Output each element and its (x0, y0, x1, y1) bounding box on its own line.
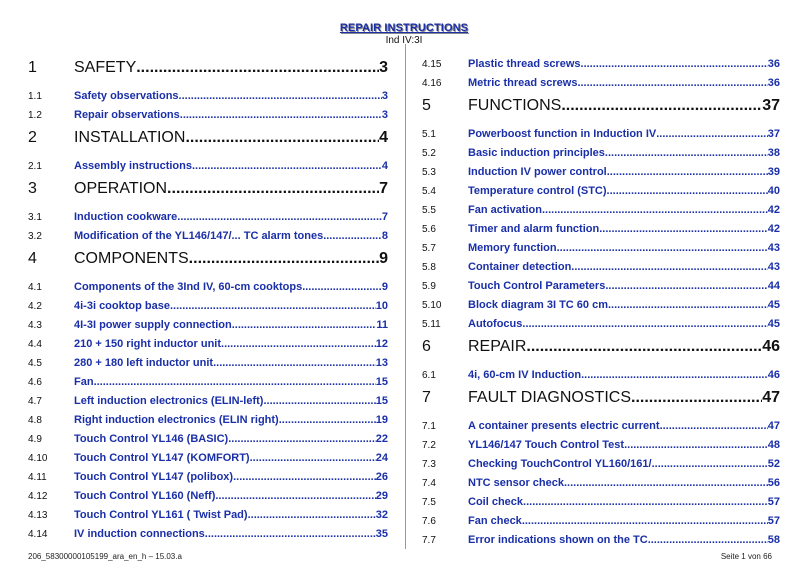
toc-entry-title: Touch Control YL161 ( Twist Pad) (74, 509, 248, 521)
toc-entry-title: Checking TouchControl YL160/161/ (468, 458, 652, 470)
toc-entry-number: 4.10 (28, 453, 48, 464)
toc-entry-title: Error indications shown on the TC (468, 534, 648, 546)
toc-dot-leader (577, 74, 767, 93)
toc-entry-link[interactable] (74, 180, 388, 198)
toc-entry-title: 4i-3i cooktop base (74, 300, 170, 312)
toc-entry-page: 32 (375, 509, 388, 521)
toc-dot-leader (557, 239, 768, 258)
toc-entry-number: 2.1 (28, 161, 42, 172)
toc-section-entry[interactable] (422, 436, 780, 455)
toc-entry-number: 5.1 (422, 129, 436, 140)
toc-entry-page: 42 (767, 204, 780, 216)
toc-entry-number: 5.3 (422, 167, 436, 178)
toc-entry-number: 7 (422, 389, 431, 406)
toc-dot-leader (523, 493, 768, 512)
toc-entry-title: Repair observations (74, 109, 180, 121)
toc-entry-link[interactable] (468, 163, 780, 182)
toc-entry-link[interactable] (74, 157, 388, 176)
toc-section-entry[interactable] (422, 74, 780, 93)
toc-entry-link[interactable] (74, 392, 388, 411)
toc-entry-number: 4.12 (28, 491, 48, 502)
toc-entry-page: 57 (767, 496, 780, 508)
toc-entry-link[interactable] (468, 493, 780, 512)
toc-entry-title: Touch Control YL147 (polibox) (74, 471, 234, 483)
toc-entry-page: 3 (379, 59, 388, 76)
toc-entry-link[interactable] (468, 182, 780, 201)
toc-entry-number: 7.3 (422, 459, 436, 470)
toc-entry-number: 5.5 (422, 205, 436, 216)
toc-entry-number: 5.10 (422, 300, 442, 311)
toc-entry-title: INSTALLATION (74, 129, 186, 146)
toc-entry-title: FAULT DIAGNOSTICS (468, 389, 631, 406)
toc-dot-leader (522, 512, 768, 531)
toc-entry-link[interactable] (468, 296, 780, 315)
toc-entry-page: 4 (381, 160, 388, 172)
toc-section-entry[interactable] (422, 474, 780, 493)
toc-dot-leader (607, 182, 768, 201)
toc-entry-number: 4.13 (28, 510, 48, 521)
document-title: REPAIR INSTRUCTIONS (339, 22, 469, 34)
toc-entry-title: 210 + 150 right inductor unit (74, 338, 222, 350)
toc-entry-number: 7.1 (422, 421, 436, 432)
toc-dot-leader (581, 55, 768, 74)
toc-entry-link[interactable] (74, 335, 388, 354)
toc-entry-number: 5.6 (422, 224, 436, 235)
toc-dot-leader (608, 296, 768, 315)
toc-entry-page: 12 (375, 338, 388, 350)
toc-section-entry[interactable] (28, 392, 388, 411)
toc-entry-title: Fan (74, 376, 94, 388)
toc-entry-number: 2 (28, 129, 37, 146)
toc-dot-leader (631, 389, 762, 407)
toc-entry-page: 9 (381, 281, 388, 293)
toc-dot-leader (279, 411, 376, 430)
toc-section-entry[interactable] (28, 506, 388, 525)
toc-entry-page: 57 (767, 515, 780, 527)
toc-entry-title: 4I-3I power supply connection (74, 319, 232, 331)
toc-section-entry[interactable] (422, 277, 780, 296)
toc-entry-number: 4.3 (28, 320, 42, 331)
toc-entry-number: 4 (28, 250, 37, 267)
toc-entry-page: 35 (375, 528, 388, 540)
toc-dot-leader (561, 97, 762, 115)
toc-entry-link[interactable] (74, 59, 388, 77)
toc-entry-title: FUNCTIONS (468, 97, 562, 114)
toc-entry-link[interactable] (74, 278, 388, 297)
toc-section-entry[interactable] (28, 373, 388, 392)
toc-entry-link[interactable] (74, 354, 388, 373)
toc-entry-title: Fan check (468, 515, 522, 527)
toc-entry-title: IV induction connections (74, 528, 205, 540)
toc-entry-number: 4.16 (422, 78, 442, 89)
toc-section-entry[interactable] (422, 239, 780, 258)
toc-entry-page: 24 (375, 452, 388, 464)
toc-entry-page: 48 (767, 439, 780, 451)
toc-dot-leader (542, 201, 768, 220)
toc-entry-number: 5.7 (422, 243, 436, 254)
toc-entry-link[interactable] (468, 239, 780, 258)
toc-entry-title: Induction cookware (74, 211, 178, 223)
toc-dot-leader (522, 315, 767, 334)
toc-entry-page: 56 (767, 477, 780, 489)
toc-entry-link[interactable] (74, 297, 388, 316)
toc-entry-title: A container presents electric current (468, 420, 660, 432)
toc-entry-link[interactable] (468, 455, 780, 474)
toc-right-column (422, 55, 780, 550)
toc-entry-link[interactable] (74, 208, 388, 227)
toc-entry-link[interactable] (74, 106, 388, 125)
toc-entry-title: Touch Control YL160 (Neff) (74, 490, 216, 502)
toc-dot-leader (177, 208, 382, 227)
toc-entry-page: 36 (767, 58, 780, 70)
toc-entry-link[interactable] (468, 220, 780, 239)
toc-entry-link[interactable] (74, 468, 388, 487)
toc-dot-leader (652, 455, 768, 474)
toc-entry-number: 5.11 (422, 319, 441, 330)
toc-entry-page: 45 (767, 318, 780, 330)
toc-entry-number: 7.5 (422, 497, 436, 508)
toc-dot-leader (250, 449, 376, 468)
toc-section-entry[interactable] (422, 182, 780, 201)
toc-entry-number: 5.8 (422, 262, 436, 273)
toc-entry-number: 4.1 (28, 282, 42, 293)
toc-dot-leader (136, 59, 379, 77)
toc-section-entry[interactable] (28, 430, 388, 449)
toc-entry-page: 43 (767, 242, 780, 254)
toc-entry-number: 7.4 (422, 478, 436, 489)
toc-dot-leader (189, 250, 379, 268)
document-subtitle: Ind IV:3I (385, 35, 423, 46)
toc-entry-page: 7 (381, 211, 388, 223)
toc-entry-number: 6.1 (422, 370, 436, 381)
toc-entry-page: 39 (767, 166, 780, 178)
toc-section-entry[interactable] (422, 220, 780, 239)
toc-section-entry[interactable] (28, 449, 388, 468)
toc-entry-page: 15 (375, 376, 388, 388)
toc-entry-page: 40 (767, 185, 780, 197)
toc-entry-link[interactable] (468, 474, 780, 493)
toc-section-entry[interactable] (28, 208, 388, 227)
toc-chapter-entry[interactable] (422, 389, 780, 413)
toc-entry-link[interactable] (74, 227, 388, 246)
toc-entry-link[interactable] (74, 411, 388, 430)
toc-section-entry[interactable] (422, 201, 780, 220)
toc-entry-link[interactable] (468, 417, 780, 436)
toc-entry-page: 29 (375, 490, 388, 502)
toc-entry-number: 4.14 (28, 529, 48, 540)
footer-page-number: Seite 1 von 66 (720, 552, 772, 561)
toc-chapter-entry[interactable] (28, 180, 388, 204)
toc-section-entry[interactable] (422, 455, 780, 474)
toc-entry-page: 9 (379, 250, 388, 267)
toc-dot-leader (179, 87, 382, 106)
toc-entry-link[interactable] (468, 366, 780, 385)
toc-entry-page: 15 (375, 395, 388, 407)
toc-dot-leader (232, 316, 377, 335)
toc-dot-leader (228, 430, 376, 449)
toc-entry-number: 5 (422, 97, 431, 114)
toc-entry-title: Temperature control (STC) (468, 185, 607, 197)
toc-entry-title: COMPONENTS (74, 250, 189, 267)
toc-dot-leader (624, 436, 768, 455)
toc-entry-link[interactable] (74, 87, 388, 106)
toc-entry-title: Coil check (468, 496, 524, 508)
toc-dot-leader (180, 106, 382, 125)
toc-entry-link[interactable] (468, 277, 780, 296)
toc-section-entry[interactable] (422, 125, 780, 144)
toc-entry-page: 19 (375, 414, 388, 426)
toc-entry-page: 8 (381, 230, 388, 242)
toc-entry-link[interactable] (468, 436, 780, 455)
toc-entry-number: 4.2 (28, 301, 42, 312)
toc-entry-page: 11 (376, 319, 388, 331)
toc-dot-leader (526, 338, 762, 356)
toc-entry-title: 4i, 60-cm IV Induction (468, 369, 582, 381)
toc-entry-link[interactable] (468, 144, 780, 163)
toc-entry-title: Basic induction principles (468, 147, 605, 159)
toc-entry-link[interactable] (468, 125, 780, 144)
toc-dot-leader (607, 163, 768, 182)
toc-dot-leader (185, 129, 379, 147)
toc-left-column (28, 55, 388, 544)
toc-entry-number: 1.2 (28, 110, 42, 121)
toc-entry-page: 52 (767, 458, 780, 470)
toc-section-entry[interactable] (422, 296, 780, 315)
toc-entry-title: Components of the 3Ind IV, 60-cm cooktops (74, 281, 303, 293)
toc-entry-page: 37 (767, 128, 780, 140)
toc-chapter-entry[interactable] (28, 129, 388, 153)
toc-entry-number: 3.1 (28, 212, 42, 223)
toc-entry-page: 58 (767, 534, 780, 546)
toc-section-entry[interactable] (422, 493, 780, 512)
toc-entry-page: 3 (381, 90, 388, 102)
toc-section-entry[interactable] (28, 411, 388, 430)
toc-entry-link[interactable] (74, 373, 388, 392)
toc-dot-leader (656, 125, 768, 144)
toc-section-entry[interactable] (422, 366, 780, 385)
toc-chapter-entry[interactable] (28, 59, 388, 83)
toc-entry-page: 38 (767, 147, 780, 159)
toc-entry-title: SAFETY (74, 59, 137, 76)
toc-entry-link[interactable] (468, 338, 780, 356)
toc-entry-number: 1 (28, 59, 37, 76)
toc-entry-number: 7.2 (422, 440, 436, 451)
toc-dot-leader (648, 531, 768, 550)
toc-entry-link[interactable] (468, 97, 780, 115)
toc-entry-number: 3.2 (28, 231, 42, 242)
toc-entry-page: 10 (375, 300, 388, 312)
toc-section-entry[interactable] (28, 468, 388, 487)
toc-section-entry[interactable] (422, 55, 780, 74)
toc-entry-title: Autofocus (468, 318, 523, 330)
toc-section-entry[interactable] (422, 512, 780, 531)
toc-entry-title: Touch Control YL146 (BASIC) (74, 433, 229, 445)
toc-entry-title: NTC sensor check (468, 477, 564, 489)
toc-dot-leader (599, 220, 768, 239)
toc-entry-title: Safety observations (74, 90, 179, 102)
toc-entry-page: 22 (375, 433, 388, 445)
toc-entry-link[interactable] (74, 430, 388, 449)
toc-entry-page: 13 (375, 357, 388, 369)
toc-entry-page: 42 (767, 223, 780, 235)
toc-entry-page: 47 (767, 420, 780, 432)
toc-dot-leader (571, 258, 767, 277)
toc-entry-title: 280 + 180 left inductor unit (74, 357, 214, 369)
toc-entry-title: Touch Control YL147 (KOMFORT) (74, 452, 250, 464)
toc-dot-leader (581, 366, 768, 385)
toc-dot-leader (302, 278, 382, 297)
toc-section-entry[interactable] (422, 144, 780, 163)
toc-chapter-entry[interactable] (28, 250, 388, 274)
toc-entry-title: Plastic thread screws (468, 58, 581, 70)
toc-entry-page: 43 (767, 261, 780, 273)
toc-dot-leader (205, 525, 376, 544)
toc-entry-page: 7 (379, 180, 388, 197)
toc-entry-title: Fan activation (468, 204, 542, 216)
toc-section-entry[interactable] (28, 227, 388, 246)
toc-entry-number: 4.4 (28, 339, 42, 350)
toc-entry-title: Metric thread screws (468, 77, 578, 89)
toc-entry-title: Container detection (468, 261, 572, 273)
toc-entry-link[interactable] (74, 316, 388, 335)
toc-entry-number: 4.11 (28, 472, 47, 483)
toc-dot-leader (192, 157, 382, 176)
toc-section-entry[interactable] (28, 487, 388, 506)
toc-entry-page: 45 (767, 299, 780, 311)
toc-section-entry[interactable] (28, 335, 388, 354)
toc-dot-leader (221, 335, 376, 354)
toc-entry-title: Modification of the YL146/147/... TC alarm tones (74, 230, 324, 242)
toc-entry-link[interactable] (468, 389, 780, 407)
toc-entry-page: 3 (381, 109, 388, 121)
toc-entry-number: 4.5 (28, 358, 42, 369)
toc-entry-title: Induction IV power control (468, 166, 607, 178)
toc-entry-title: Timer and alarm function (468, 223, 600, 235)
toc-section-entry[interactable] (28, 354, 388, 373)
toc-entry-page: 46 (767, 369, 780, 381)
toc-entry-number: 7.6 (422, 516, 436, 527)
toc-entry-number: 3 (28, 180, 37, 197)
toc-dot-leader (605, 277, 767, 296)
toc-section-entry[interactable] (28, 525, 388, 544)
toc-entry-number: 4.15 (422, 59, 442, 70)
toc-entry-title: REPAIR (468, 338, 527, 355)
toc-entry-page: 47 (762, 389, 780, 406)
toc-entry-link[interactable] (74, 449, 388, 468)
toc-section-entry[interactable] (422, 531, 780, 550)
toc-entry-title: Left induction electronics (ELIN-left) (74, 395, 264, 407)
toc-dot-leader (170, 297, 376, 316)
document-header (0, 22, 808, 46)
toc-entry-number: 5.9 (422, 281, 436, 292)
toc-entry-title: Touch Control Parameters (468, 280, 606, 292)
toc-entry-title: Powerboost function in Induction IV (468, 128, 657, 140)
toc-entry-title: OPERATION (74, 180, 168, 197)
toc-entry-title: Right induction electronics (ELIN right) (74, 414, 279, 426)
toc-entry-link[interactable] (74, 525, 388, 544)
toc-entry-title: Assembly instructions (74, 160, 192, 172)
toc-entry-number: 4.6 (28, 377, 42, 388)
toc-dot-leader (94, 373, 376, 392)
toc-entry-number: 6 (422, 338, 431, 355)
toc-entry-number: 1.1 (28, 91, 42, 102)
toc-section-entry[interactable] (422, 417, 780, 436)
toc-entry-page: 26 (375, 471, 388, 483)
toc-entry-number: 4.8 (28, 415, 42, 426)
toc-entry-number: 7.7 (422, 535, 436, 546)
toc-dot-leader (215, 487, 375, 506)
toc-entry-page: 37 (762, 97, 780, 114)
toc-entry-title: Block diagram 3I TC 60 cm (468, 299, 608, 311)
toc-entry-page: 44 (767, 280, 780, 292)
toc-section-entry[interactable] (422, 258, 780, 277)
toc-section-entry[interactable] (28, 316, 388, 335)
toc-entry-title: YL146/147 Touch Control Test (468, 439, 625, 451)
toc-dot-leader (564, 474, 768, 493)
toc-entry-link[interactable] (468, 258, 780, 277)
toc-dot-leader (248, 506, 376, 525)
toc-entry-number: 4.7 (28, 396, 42, 407)
toc-entry-link[interactable] (468, 55, 780, 74)
toc-section-entry[interactable] (28, 278, 388, 297)
column-divider (405, 44, 406, 549)
toc-entry-number: 5.4 (422, 186, 436, 197)
toc-entry-number: 4.9 (28, 434, 42, 445)
toc-entry-link[interactable] (74, 487, 388, 506)
toc-section-entry[interactable] (28, 87, 388, 106)
toc-entry-page: 46 (762, 338, 780, 355)
toc-entry-link[interactable] (468, 201, 780, 220)
toc-dot-leader (263, 392, 375, 411)
toc-entry-link[interactable] (468, 531, 780, 550)
toc-entry-page: 4 (379, 129, 388, 146)
toc-dot-leader (213, 354, 376, 373)
toc-section-entry[interactable] (28, 106, 388, 125)
toc-entry-link[interactable] (74, 506, 388, 525)
toc-dot-leader (167, 180, 379, 198)
toc-entry-title: Memory function (468, 242, 557, 254)
toc-dot-leader (323, 227, 382, 246)
toc-dot-leader (233, 468, 376, 487)
toc-entry-link[interactable] (74, 250, 388, 268)
footer-document-id: 206_58300000105199_ara_en_h – 15.03.a (28, 552, 182, 561)
toc-section-entry[interactable] (28, 157, 388, 176)
toc-entry-link[interactable] (74, 129, 388, 147)
toc-section-entry[interactable] (28, 297, 388, 316)
toc-entry-link[interactable] (468, 512, 780, 531)
toc-entry-link[interactable] (468, 74, 780, 93)
toc-entry-page: 36 (767, 77, 780, 89)
toc-entry-link[interactable] (468, 315, 780, 334)
toc-chapter-entry[interactable] (422, 97, 780, 121)
toc-section-entry[interactable] (422, 315, 780, 334)
toc-section-entry[interactable] (422, 163, 780, 182)
toc-entry-number: 5.2 (422, 148, 436, 159)
toc-dot-leader (660, 417, 768, 436)
toc-dot-leader (605, 144, 768, 163)
toc-chapter-entry[interactable] (422, 338, 780, 362)
